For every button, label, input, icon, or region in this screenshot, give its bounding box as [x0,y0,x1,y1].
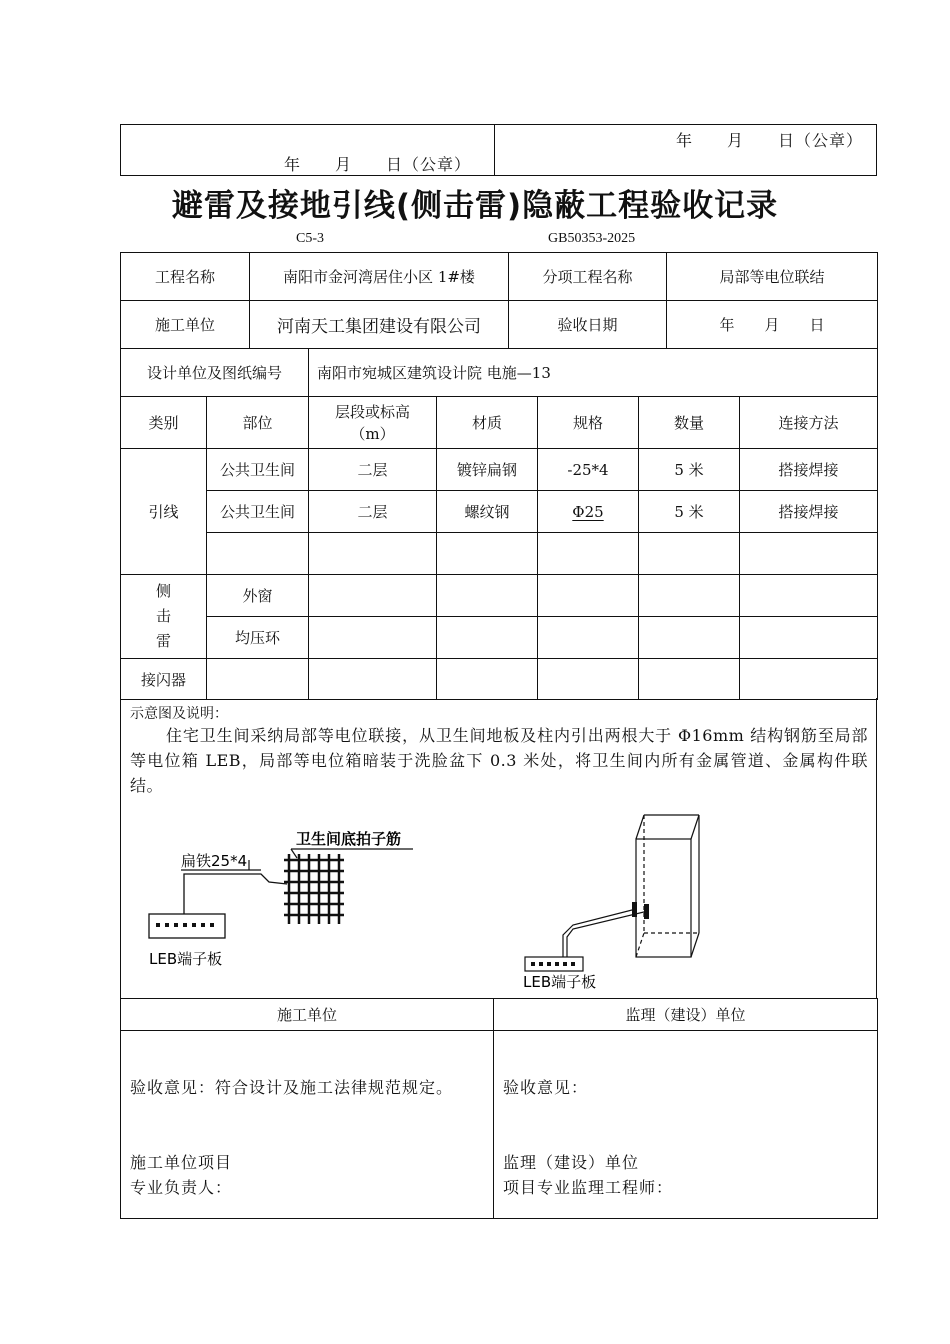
materials-table [120,396,878,700]
lead-category: 引线 [121,449,207,575]
row1-spec: -25*4 [538,449,639,491]
rebar-grid [284,854,344,924]
row2-material: 螺纹钢 [437,491,538,533]
col-location: 部位 [207,397,309,449]
row2-level: 二层 [309,491,437,533]
description-area [121,699,876,998]
header-divider [494,125,495,175]
leb-grid-diagram [141,824,441,994]
empty-cell [538,617,639,659]
empty-cell [437,533,538,575]
empty-cell [437,617,538,659]
right-seal-date: 年 月 日（公章） [676,131,864,150]
empty-cell [309,617,437,659]
row2-connection: 搭接焊接 [740,491,878,533]
empty-cell [538,575,639,617]
side-strike-category [121,575,207,659]
col-level-line2: （m） [350,424,395,443]
table-row [121,491,878,533]
description-text: 住宅卫生间采纳局部等电位联接，从卫生间地板及柱内引出两根大于 Φ16mm 结构钢筋至局部等电位箱 LEB，局部等电位箱暗装于洗脸盆下 0.3 米处，将卫生间内所有金属管道、金属构件联结。 [130,726,868,795]
col-material: 材质 [437,397,538,449]
leb-label-left: LEB端子板 [149,950,223,968]
header-seal-box [120,124,877,176]
empty-cell [740,617,878,659]
empty-cell [538,533,639,575]
arrester-label: 接闪器 [121,659,207,700]
row1-material: 镀锌扁钢 [437,449,538,491]
side-strike-char-1: 侧 [155,582,171,600]
signature-table [120,998,878,1219]
design-value: 南阳市宛城区建筑设计院 电施—13 [309,349,878,397]
info-table [120,252,878,349]
supervisor-sign-line1: 监理（建设）单位 [503,1153,640,1172]
empty-cell [207,659,309,700]
row1-location: 公共卫生间 [207,449,309,491]
supervisor-header: 监理（建设）单位 [494,999,878,1031]
table-row [121,617,878,659]
col-level-line1: 层段或标高 [334,402,410,421]
accept-date-value: 年 月 日 [667,301,878,349]
empty-cell [740,533,878,575]
empty-cell [639,533,740,575]
design-label: 设计单位及图纸编号 [121,349,309,397]
contractor-label: 施工单位 [121,301,250,349]
sub-project-label: 分项工程名称 [509,253,667,301]
empty-cell [538,659,639,700]
accept-date-label: 验收日期 [509,301,667,349]
row2-location: 公共卫生间 [207,491,309,533]
table-row [121,575,878,617]
form-code: C5-3 [296,231,324,246]
contractor-value: 河南天工集团建设有限公司 [250,301,509,349]
empty-cell [207,533,309,575]
description-label: 示意图及说明： [130,706,228,722]
contractor-header: 施工单位 [121,999,494,1031]
empty-cell [740,659,878,700]
empty-cell [639,617,740,659]
project-name-value: 南阳市金河湾居住小区 1#楼 [250,253,509,301]
row1-quantity: 5 米 [639,449,740,491]
empty-cell [309,533,437,575]
left-seal-date: 年 月 日（公章） [284,155,472,174]
bathroom-box [636,815,699,957]
page-title: 避雷及接地引线(侧击雷)隐蔽工程验收记录 [171,188,779,224]
supervisor-opinion: 验收意见： [503,1078,589,1097]
row2-spec: Φ25 [538,491,639,533]
empty-cell [437,575,538,617]
empty-cell [437,659,538,700]
design-table [120,348,878,397]
side-strike-window: 外窗 [207,575,309,617]
supervisor-sign-line2: 项目专业监理工程师： [503,1178,674,1197]
sub-project-value: 局部等电位联结 [667,253,878,301]
empty-cell [639,659,740,700]
col-spec: 规格 [538,397,639,449]
table-row [121,449,878,491]
leb-label-right: LEB端子板 [523,973,597,991]
col-connection: 连接方法 [740,397,878,449]
contractor-sign-line1: 施工单位项目 [130,1153,233,1172]
empty-cell [740,575,878,617]
standard-code: GB50353-2025 [548,231,636,246]
contractor-opinion: 验收意见：符合设计及施工法律规范规定。 [130,1078,454,1097]
side-strike-char-2: 击 [155,607,171,625]
contractor-sign-line2: 专业负责人： [130,1178,233,1197]
empty-cell [309,575,437,617]
project-name-label: 工程名称 [121,253,250,301]
side-strike-ring: 均压环 [207,617,309,659]
col-category: 类别 [121,397,207,449]
rebar-label: 卫生间底拍子筋 [296,830,402,848]
leb-box-diagram [511,807,831,997]
flat-steel-label: 扁铁25*4 [181,852,248,870]
table-row [121,533,878,575]
table-row [121,659,878,700]
row1-level: 二层 [309,449,437,491]
col-level [309,397,437,449]
row2-quantity: 5 米 [639,491,740,533]
row1-connection: 搭接焊接 [740,449,878,491]
side-strike-char-3: 雷 [155,632,171,650]
col-quantity: 数量 [639,397,740,449]
empty-cell [639,575,740,617]
empty-cell [309,659,437,700]
